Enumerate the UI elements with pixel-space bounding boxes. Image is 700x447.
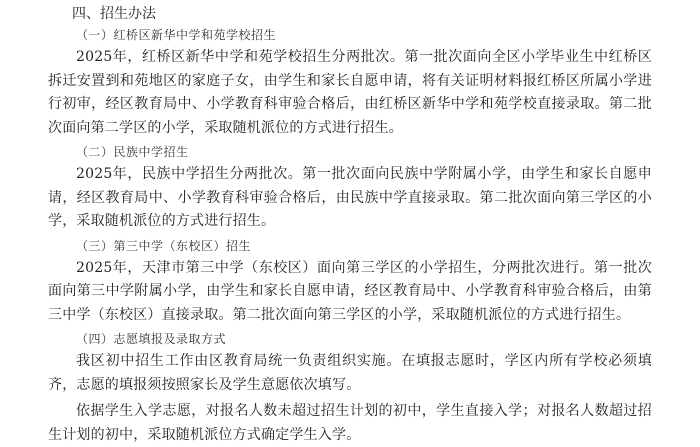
- part-4-paragraph-2: 依据学生入学志愿，对报名人数未超过招生计划的初中，学生直接入学；对报名人数超过招生计划的初中，采取随机派位方式确定学生入学。: [48, 403, 652, 443]
- part-2-heading: （二）民族中学招生: [76, 145, 189, 159]
- part-1-heading: （一）红桥区新华中学和苑学校招生: [76, 28, 277, 42]
- part-3-paragraph-1: 2025年，天津市第三中学（东校区）面向第三学区的小学招生，分两批次进行。第一批次面向第三中学附属小学，由学生和家长自愿申请，经区教育局中、小学教育科审验合格后，由第三中学（东校区）直接录取。第二批次面向第三学区的小学，采取随机派位的方式进行招生。: [48, 259, 652, 323]
- part-1-paragraph-1: 2025年，红桥区新华中学和苑学校招生分两批次。第一批次面向全区小学毕业生中红桥区拆迁安置到和苑地区的家庭子女，由学生和家长自愿申请，将有关证明材料报红桥区所属小学进行初审，经区教育局中、小学教育科审验合格后，由红桥区新华中学和苑学校直接录取。第二批次面向第二学区的小学，采取随机派位的方式进行招生。: [48, 49, 652, 136]
- section-title: 四、招生办法: [72, 6, 156, 22]
- part-2-paragraph-1: 2025年，民族中学招生分两批次。第一批次面向民族中学附属小学，由学生和家长自愿申请，经区教育局中、小学教育科审验合格后，由民族中学直接录取。第二批次面向第三学区的小学，采取随机派位的方式进行招生。: [48, 166, 652, 229]
- part-4-heading: （四）志愿填报及录取方式: [76, 332, 227, 346]
- part-4-paragraph-1: 我区初中招生工作由区教育局统一负责组织实施。在填报志愿时，学区内所有学校必须填齐，志愿的填报须按照家长及学生意愿依次填写。: [48, 353, 652, 393]
- part-3-heading: （三）第三中学（东校区）招生: [76, 238, 252, 253]
